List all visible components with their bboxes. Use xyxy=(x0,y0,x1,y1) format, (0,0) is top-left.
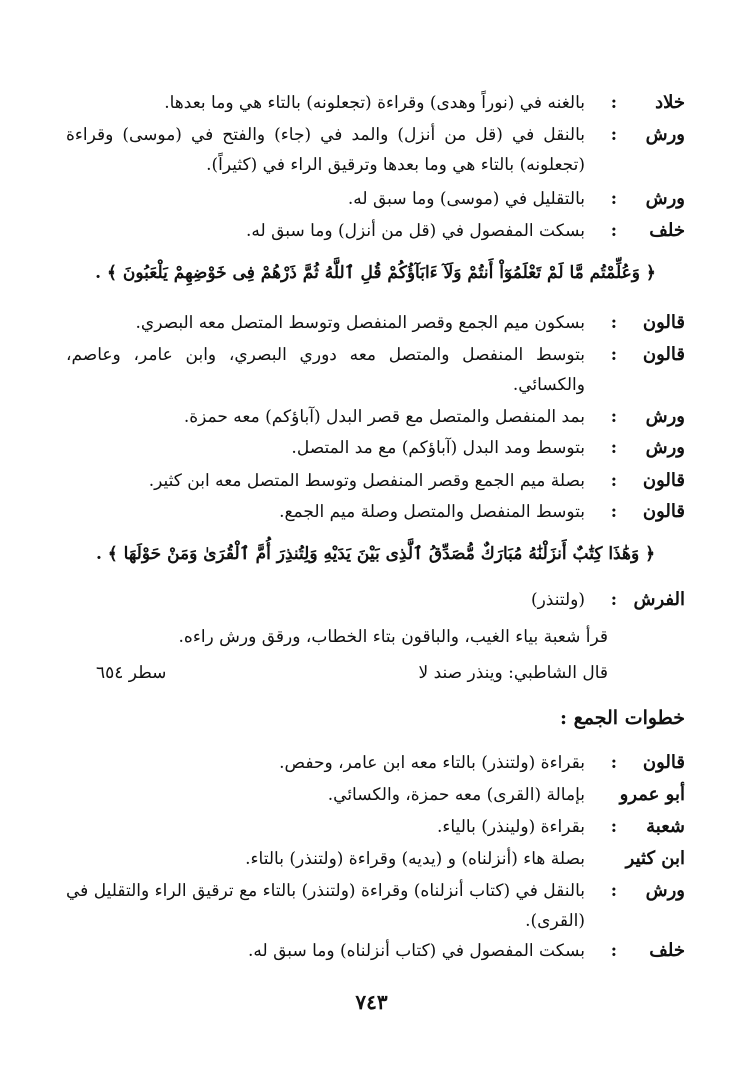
separator-colon: : xyxy=(610,817,617,837)
reciter-name: ورش xyxy=(645,124,685,145)
separator-colon: : xyxy=(610,753,617,773)
farsh-label: الفرش xyxy=(633,589,685,610)
reading-text: بسكت المفصول في (قل من أنزل) وما سبق له. xyxy=(246,221,585,241)
reciter-name: قالون xyxy=(642,501,685,522)
quran-verse: ﴿ وَعُلِّمْتُم مَّا لَمْ تَعْلَمُوٓاْ أَنتُمْ وَلَآ ءَابَآؤُكُمْ قُلِ ٱللَّهُ ثُمَّ ذَرْهُمْ فِى خَوْضِهِمْ يَلْعَبُونَ ﴾ . xyxy=(95,263,656,283)
reading-text: بالتقليل في (موسى) وما سبق له. xyxy=(347,189,585,209)
separator-colon: : xyxy=(610,881,617,901)
separator-colon: : xyxy=(610,941,617,961)
reciter-name: قالون xyxy=(642,470,685,491)
separator-colon: : xyxy=(610,345,617,365)
separator-colon: : xyxy=(610,221,617,241)
farsh-explanation: قرأ شعبة بياء الغيب، والباقون بتاء الخطاب، ورقق ورش راءه. xyxy=(178,627,608,647)
reading-text: بإمالة (القرى) معه حمزة، والكسائي. xyxy=(327,785,585,805)
reading-text: بالغنه في (نوراً وهدى) وقراءة (تجعلونه) بالتاء هي وما بعدها. xyxy=(164,93,585,113)
reading-text: بمد المنفصل والمتصل مع قصر البدل (آباؤكم) معه حمزة. xyxy=(183,407,585,427)
reciter-name: أبو عمرو xyxy=(619,784,685,805)
separator-colon: : xyxy=(610,189,617,209)
separator-colon: : xyxy=(610,125,617,145)
shatibi-quote: قال الشاطبي: وينذر صند لا xyxy=(418,663,608,683)
reading-text: بقراءة (ولينذر) بالياء. xyxy=(437,817,585,837)
separator-colon: : xyxy=(610,502,617,522)
reciter-name: شعبة xyxy=(646,816,685,837)
reciter-name: قالون xyxy=(642,752,685,773)
section-heading: خطوات الجمع : xyxy=(560,707,685,729)
reading-text: بصلة ميم الجمع وقصر المنفصل وتوسط المتصل معه ابن كثير. xyxy=(148,471,585,491)
page-number: ٧٤٣ xyxy=(355,990,388,1014)
reading-text: بسكون ميم الجمع وقصر المنفصل وتوسط المتصل معه البصري. xyxy=(135,313,585,333)
reciter-name: ورش xyxy=(645,880,685,901)
separator-colon: : xyxy=(610,590,617,610)
separator-colon: : xyxy=(610,313,617,333)
separator-colon: : xyxy=(610,407,617,427)
reading-text: بسكت المفصول في (كتاب أنزلناه) وما سبق له. xyxy=(248,941,585,961)
reciter-name: ورش xyxy=(645,188,685,209)
reciter-name: ورش xyxy=(645,437,685,458)
reciter-name: قالون xyxy=(642,344,685,365)
reading-text: بالنقل في (كتاب أنزلناه) وقراءة (ولتنذر) بالتاء مع ترقيق الراء والتقليل في (القرى). xyxy=(66,881,585,931)
reciter-name: ابن كثير xyxy=(625,848,685,869)
separator-colon: : xyxy=(610,438,617,458)
reading-text: بتوسط المنفصل والمتصل معه دوري البصري، وابن عامر، وعاصم، والكسائي. xyxy=(66,345,585,395)
reciter-name: خلف xyxy=(649,940,685,961)
reciter-name: قالون xyxy=(642,312,685,333)
reciter-name: ورش xyxy=(645,406,685,427)
reciter-name: خلاد xyxy=(655,92,685,113)
quran-verse: ﴿ وَهَٰذَا كِتَٰبٌ أَنزَلْنَٰهُ مُبَارَكٌ مُّصَدِّقُ ٱلَّذِى بَيْنَ يَدَيْهِ وَلِتُنذِرَ أُمَّ ٱلْقُرَىٰ وَمَنْ حَوْلَهَا ﴾ . xyxy=(95,544,656,564)
reciter-name: خلف xyxy=(649,220,685,241)
farsh-word: (ولتنذر) xyxy=(530,590,585,610)
reading-text: بتوسط المنفصل والمتصل وصلة ميم الجمع. xyxy=(279,502,585,522)
separator-colon: : xyxy=(610,471,617,491)
shatibi-line-ref: سطر ٦٥٤ xyxy=(96,663,167,683)
reading-text: بقراءة (ولتنذر) بالتاء معه ابن عامر، وحفص. xyxy=(279,753,585,773)
separator-colon: : xyxy=(610,93,617,113)
reading-text: بتوسط ومد البدل (آباؤكم) مع مد المتصل. xyxy=(291,438,585,458)
reading-text: بالنقل في (قل من أنزل) والمد في (جاء) والفتح في (موسى) وقراءة (تجعلونه) بالتاء هي وما بعدها وترقيق الراء في (كثيراً). xyxy=(66,125,585,175)
reading-text: بصلة هاء (أنزلناه) و (يديه) وقراءة (ولتنذر) بالتاء. xyxy=(245,849,585,869)
